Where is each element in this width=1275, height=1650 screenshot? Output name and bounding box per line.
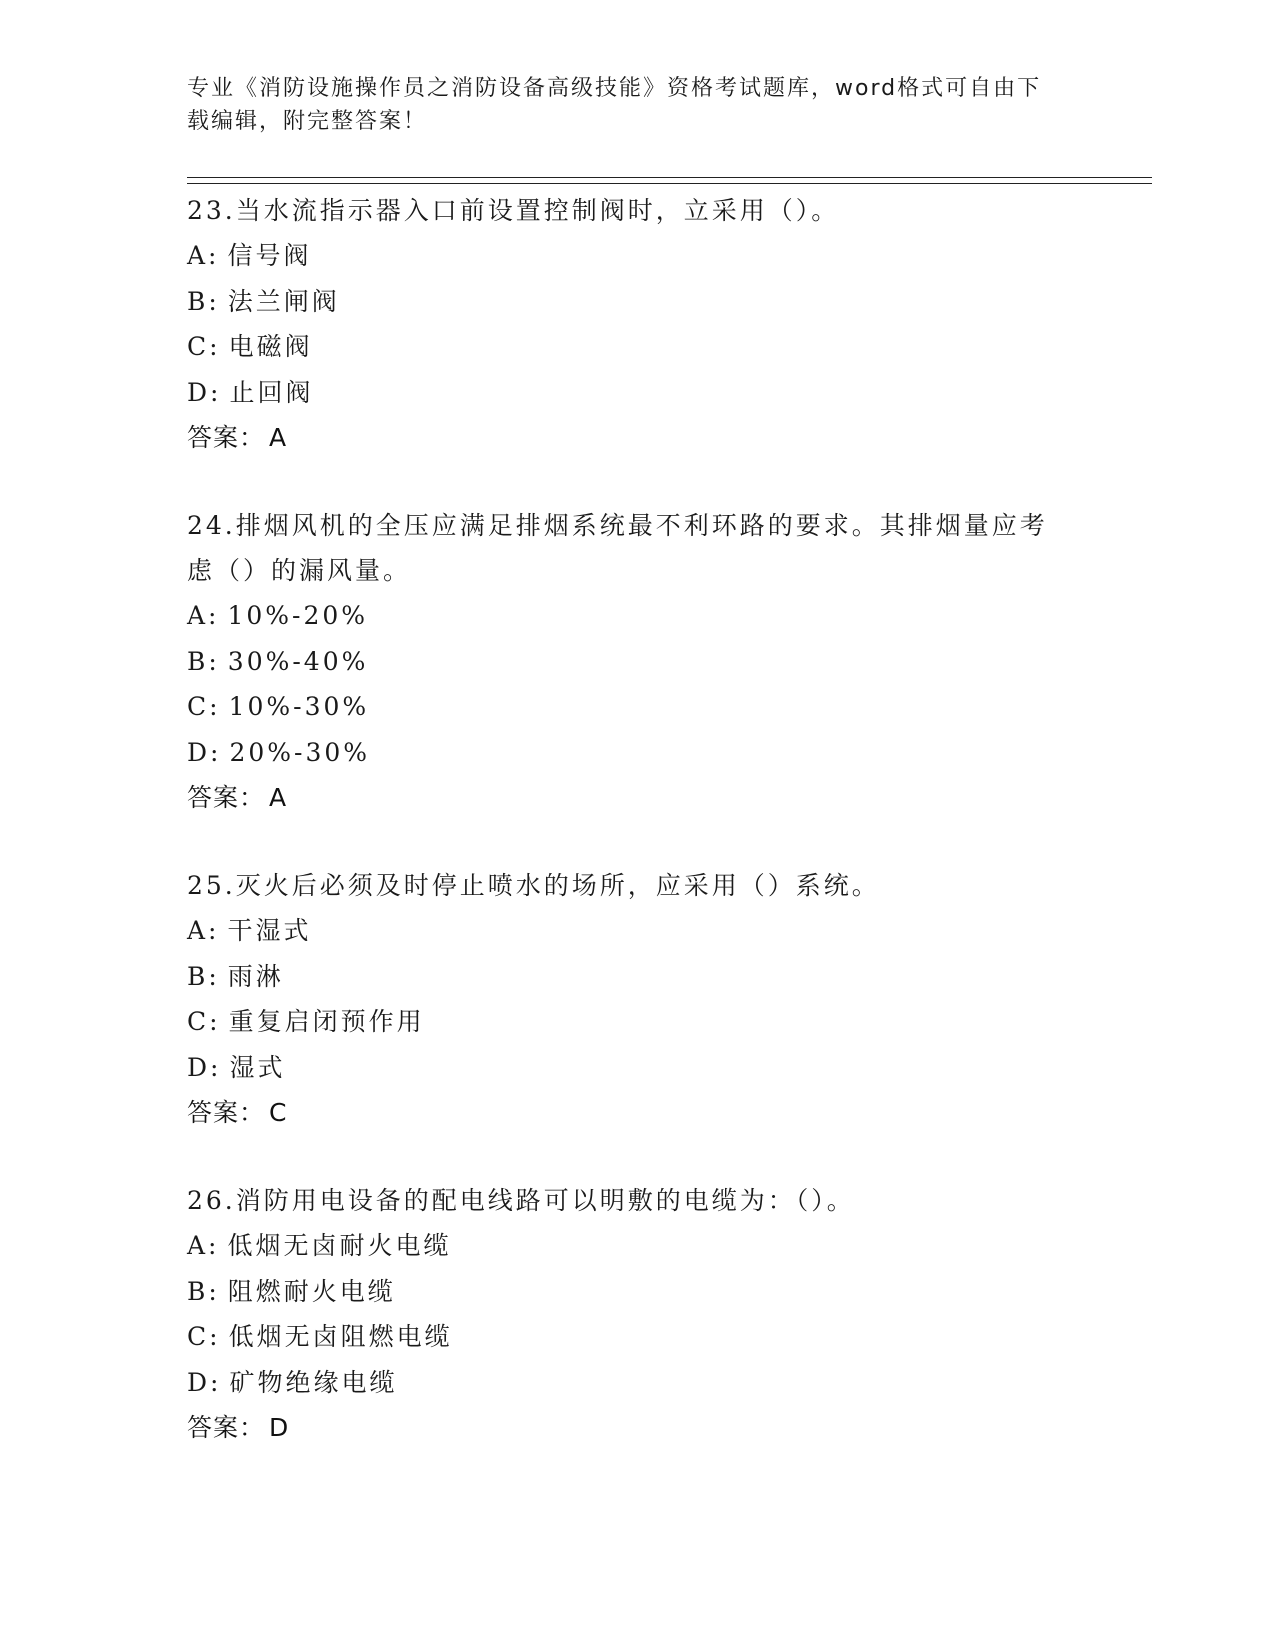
option-b <box>187 954 1087 1000</box>
question-stem-continued: 虑（）的漏风量。 <box>187 556 412 585</box>
option-a <box>187 593 1087 639</box>
answer-label: 答案： <box>187 1098 266 1127</box>
question-25 <box>187 863 1087 1136</box>
option-letter: A: <box>187 241 220 270</box>
option-a <box>187 233 1087 279</box>
option-letter: A: <box>187 1231 220 1260</box>
option-text: 10%-20% <box>227 601 369 630</box>
option-letter: B: <box>187 286 220 316</box>
answer-line <box>187 1405 1087 1451</box>
option-c <box>187 684 1087 730</box>
option-text: 20%-30% <box>229 737 371 767</box>
header-line-2: 载编辑，附完整答案！ <box>187 109 428 134</box>
option-b <box>187 279 1087 325</box>
option-text: 10%-30% <box>228 692 370 721</box>
answer-value: A <box>269 423 288 452</box>
option-text: 重复启闭预作用 <box>228 1007 425 1036</box>
option-text: 电磁阀 <box>228 332 313 361</box>
option-letter: B: <box>187 1276 220 1306</box>
option-letter: C: <box>187 1322 221 1351</box>
answer-line <box>187 1090 1087 1136</box>
option-a <box>187 1223 1087 1269</box>
option-text: 雨淋 <box>227 961 284 991</box>
answer-value: C <box>269 1098 288 1127</box>
answer-line <box>187 775 1087 821</box>
question-stem: 23.当水流指示器入口前设置控制阀时，立采用（）。 <box>187 196 840 225</box>
option-b <box>187 639 1087 685</box>
option-text: 30%-40% <box>227 646 369 676</box>
option-text: 法兰闸阀 <box>227 286 340 316</box>
question-stem: 25.灭火后必须及时停止喷水的场所，应采用（）系统。 <box>187 871 880 900</box>
answer-label: 答案： <box>187 1413 266 1442</box>
option-text: 干湿式 <box>227 916 312 945</box>
option-d <box>187 730 1087 776</box>
question-stem: 24.排烟风机的全压应满足排烟系统最不利环路的要求。其排烟量应考 <box>187 511 1048 540</box>
option-letter: A: <box>187 601 220 630</box>
option-letter: B: <box>187 646 220 676</box>
document-header <box>187 72 1087 138</box>
option-c <box>187 999 1087 1045</box>
option-letter: A: <box>187 916 220 945</box>
question-23 <box>187 188 1087 461</box>
question-26 <box>187 1178 1087 1451</box>
answer-line <box>187 415 1087 461</box>
header-line-1: 专业《消防设施操作员之消防设备高级技能》资格考试题库，word格式可自由下 <box>187 76 1042 101</box>
header-divider-top <box>187 177 1152 178</box>
option-letter: D: <box>187 1052 222 1082</box>
option-a <box>187 908 1087 954</box>
header-divider-bottom <box>187 183 1152 184</box>
option-d <box>187 1360 1087 1406</box>
option-text: 矿物绝缘电缆 <box>229 1367 398 1397</box>
option-c <box>187 324 1087 370</box>
option-letter: D: <box>187 737 222 767</box>
option-letter: C: <box>187 1007 221 1036</box>
option-text: 低烟无卤阻燃电缆 <box>228 1322 453 1351</box>
answer-label: 答案： <box>187 423 266 452</box>
option-letter: C: <box>187 332 221 361</box>
option-text: 信号阀 <box>227 241 312 270</box>
answer-value: A <box>269 783 288 812</box>
option-d <box>187 370 1087 416</box>
option-text: 阻燃耐火电缆 <box>227 1276 396 1306</box>
option-text: 湿式 <box>229 1052 286 1082</box>
answer-label: 答案： <box>187 783 266 812</box>
option-letter: C: <box>187 692 221 721</box>
option-b <box>187 1269 1087 1315</box>
question-24 <box>187 503 1087 821</box>
option-c <box>187 1314 1087 1360</box>
option-letter: D: <box>187 1367 222 1397</box>
question-stem: 26.消防用电设备的配电线路可以明敷的电缆为：（）。 <box>187 1186 855 1215</box>
option-d <box>187 1045 1087 1091</box>
option-text: 止回阀 <box>229 377 314 407</box>
option-letter: B: <box>187 961 220 991</box>
option-text: 低烟无卤耐火电缆 <box>227 1231 452 1260</box>
answer-value: D <box>269 1413 290 1442</box>
option-letter: D: <box>187 377 222 407</box>
